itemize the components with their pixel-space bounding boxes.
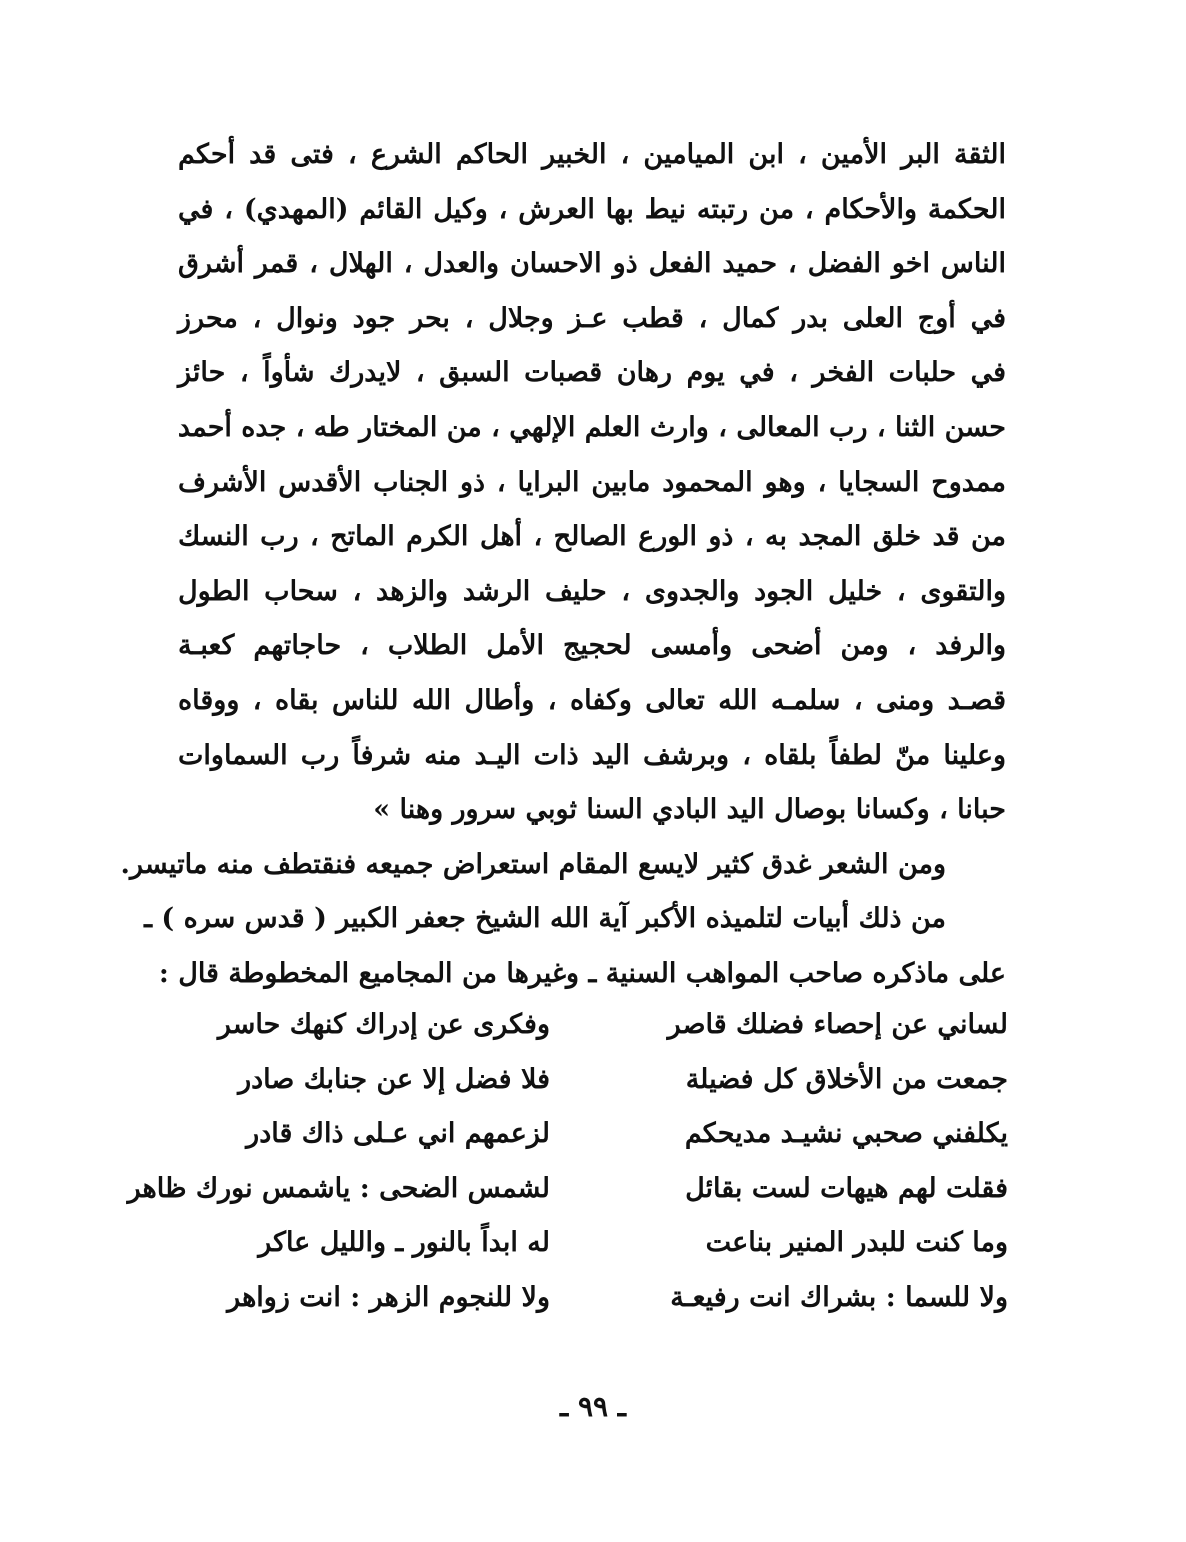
prose-line: في حلبات الفخر ، في يوم رهان قصبات السبق ، لايدرك شأواً ، حائز (178, 357, 1006, 389)
prose-line: والتقوى ، خليل الجود والجدوى ، حليف الرشد والزهد ، سحاب الطول (178, 575, 1006, 607)
first-hemistich: فقلت لهم هيهات لست بقائل (685, 1172, 1008, 1204)
second-hemistich: له ابداً بالنور ـ والليل عاكر (258, 1227, 550, 1259)
second-hemistich: لزعمهم اني عـلى ذاك قادر (246, 1118, 550, 1150)
prose-line: الحكمة والأحكام ، من رتبته نيط بها العرش ، وكيل القائم (المهدي) ، في (178, 193, 1006, 225)
first-hemistich: جمعت من الأخلاق كل فضيلة (685, 1063, 1008, 1095)
prose-line: قصـد ومنى ، سلمـه الله تعالى وكفاه ، وأطال الله للناس بقاه ، ووقاه (178, 684, 1006, 716)
prose-line: الناس اخو الفضل ، حميد الفعل ذو الاحسان والعدل ، الهلال ، قمر أشرق (178, 248, 1006, 280)
intro-line: من ذلك أبيات لتلميذه الأكبر آية الله الشيخ جعفر الكبير ( قدس سره ) ـ (144, 903, 946, 935)
second-hemistich: فلا فضل إلا عن جنابك صادر (238, 1063, 550, 1095)
second-hemistich: وفكرى عن إدراك كنهك حاسر (217, 1009, 550, 1040)
prose-paragraph (120, 128, 1007, 1002)
prose-line: في أوج العلى بدر كمال ، قطب عـز وجلال ، بحر جود ونوال ، محرز (178, 302, 1006, 334)
poem-verse (178, 1053, 1008, 1108)
prose-line: حسن الثنا ، رب المعالى ، وارث العلم الإلهي ، من المختار طه ، جده أحمد (177, 411, 1006, 443)
prose-line: والرفد ، ومن أضحى وأمسى لحجيج الأمل الطلاب ، حاجاتهم كعبـة (178, 630, 1006, 662)
second-hemistich: ولا للنجوم الزهر : انت زواهر (227, 1281, 550, 1313)
prose-line: حبانا ، وكسانا بوصال اليد البادي السنا ثوبي سرور وهنا » (373, 794, 1006, 826)
second-hemistich: لشمس الضحى : ياشمس نورك ظاهر (127, 1172, 550, 1204)
poem-verse (127, 1162, 1008, 1217)
first-hemistich: ولا للسما : بشراك انت رفيعـة (670, 1281, 1008, 1313)
intro-line: ومن الشعر غدق كثير لايسع المقام استعراض جميعه فنقتطف منه ماتيسر. (120, 848, 946, 880)
prose-line: الثقة البر الأمين ، ابن الميامين ، الخبير الحاكم الشرع ، فتى قد أحكم (178, 139, 1006, 170)
prose-line: ممدوح السجايا ، وهو المحمود مابين البرايا ، ذو الجناب الأقدس الأشرف (178, 466, 1006, 498)
prose-line: وعلينا منّ لطفاً بلقاه ، وبرشف اليد ذات اليـد منه شرفاً رب السماوات (178, 739, 1006, 771)
first-hemistich: لساني عن إحصاء فضلك قاصر (667, 1009, 1008, 1040)
page-number: ـ ٩٩ ـ (560, 1390, 626, 1423)
poem (127, 998, 1008, 1326)
poem-verse (178, 1107, 1008, 1162)
prose-line: من قد خلق المجد به ، ذو الورع الصالح ، أهل الكرم الماتح ، رب النسك (178, 521, 1007, 553)
poem-verse (178, 998, 1008, 1053)
poem-verse (178, 1216, 1008, 1271)
poem-verse (178, 1271, 1008, 1326)
first-hemistich: يكلفني صحبي نشيـد مديحكم (684, 1118, 1008, 1150)
first-hemistich: وما كنت للبدر المنير بناعت (705, 1227, 1008, 1259)
intro-line: على ماذكره صاحب المواهب السنية ـ وغيرها من المجاميع المخطوطة قال : (158, 957, 1006, 989)
